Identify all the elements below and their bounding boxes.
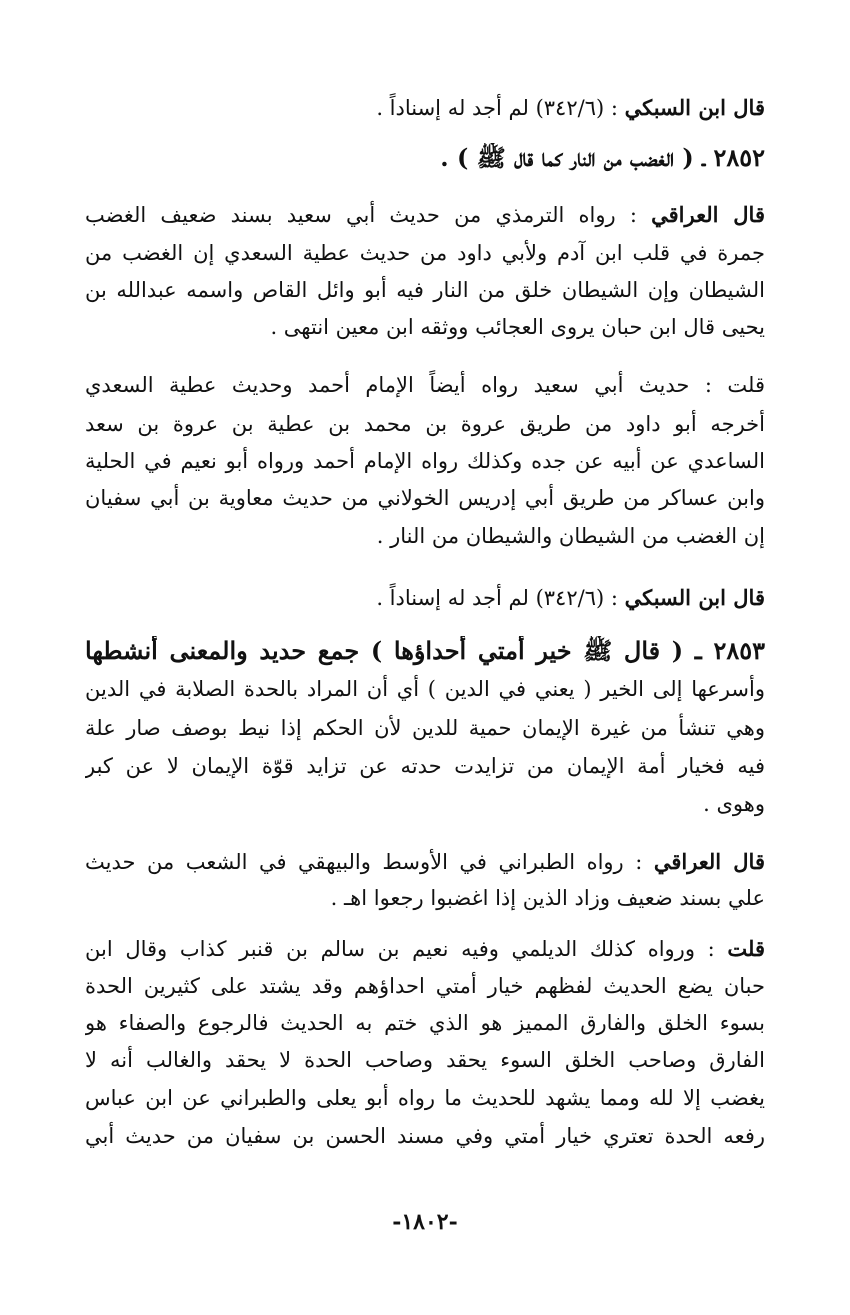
text-line [85,370,765,404]
text-line [85,521,765,555]
line-text: يغضب إلا لله ومما يشهد للحديث ما رواه أبو يعلى والطبراني عن ابن عباس [85,1086,765,1110]
text-line [85,789,765,823]
text-line [85,674,765,708]
line-text: وأسرعها إلى الخير ( يعني في الدين ) أي أن المراد بالحدة الصلابة في الدين [85,677,765,701]
text-line [85,1008,765,1042]
text-line [85,200,765,234]
text-line [85,93,765,127]
line-text: جمرة في قلب ابن آدم ولأبي داود من حديث عطية السعدي إن الغضب من [85,241,765,265]
line-text: قلت : حديث أبي سعيد رواه أيضاً الإمام أحمد وحديث عطية السعدي [85,373,765,397]
line-label: ٢٨٥٣ ـ ( قال ﷺ خير أمتي أحداؤها ) [370,636,765,665]
text-line [85,1121,765,1155]
line-label: قال العراقي [653,849,765,874]
line-text: : رواه الطبراني في الأوسط والبيهقي في الشعب من حديث [85,850,654,874]
text-line [85,238,765,272]
line-text: : (٣٤٢/٦) لم أجد له إسناداً . [376,586,625,610]
line-text: جمع حديد والمعنى أنشطها [85,636,371,665]
line-text: : رواه الترمذي من حديث أبي سعيد بسند ضعيف الغضب [85,203,652,227]
text-line [85,883,765,917]
line-text: علي بسند ضعيف وزاد الذين إذا اغضبوا رجعوا اهـ . [330,886,765,910]
line-text: : ورواه كذلك الديلمي وفيه نعيم بن سالم بن قنبر كذاب وقال ابن [85,937,728,961]
text-line [85,275,765,309]
text-line [85,312,765,346]
line-text: حبان يضع الحديث لفظهم خيار أمتي احداؤهم وقد يشتد على كثيرين الحدة [85,974,765,998]
line-text: الشيطان وإن الشيطان خلق من النار فيه أبو وائل القاص واسمه عبدالله بن [85,278,765,302]
text-line [85,1045,765,1079]
line-text: فيه فخيار أمة الإيمان من تزايدت حدته عن تزايد قوّة الإيمان لا عن كبر [85,754,765,778]
line-label: قال ابن السبكي [624,95,765,120]
text-line [85,1083,765,1117]
line-text: يحيى قال ابن حبان يروى العجائب ووثقه ابن معين انتهى . [270,315,765,339]
line-text: وهي تنشأ من غيرة الإيمان حمية للدين لأن الحكم إذا نيط بوصف صار علة [85,716,765,740]
line-text: وابن عساكر من طريق أبي إدريس الخولاني من حديث معاوية بن أبي سفيان [85,486,765,510]
text-line [85,583,765,617]
hadith-heading-line [85,143,765,177]
line-text: إن الغضب من الشيطان والشيطان من النار . [376,524,765,548]
text-line [85,483,765,517]
text-line [85,847,765,881]
line-label: قلت [727,936,765,961]
line-text: الساعدي عن أبيه عن جده وكذلك رواه الإمام أحمد ورواه أبو نعيم في الحلية [85,449,765,473]
line-text: وهوى . [703,792,765,816]
text-line [85,971,765,1005]
line-text: الفارق وصاحب الخلق السوء يحقد وصاحب الحدة لا يحقد والغالب أنه لا [85,1048,765,1072]
text-line [85,409,765,443]
text-line [85,446,765,480]
line-label: ٢٨٥٢ ـ ( الغضب من النار كما قال ﷺ ) . [440,143,765,172]
text-line [85,713,765,747]
line-label: قال ابن السبكي [624,585,765,610]
text-line [85,934,765,968]
hadith-heading-line [85,636,765,670]
line-text: رفعه الحدة تعتري خيار أمتي وفي مسند الحسن بن سفيان من حديث أبي [85,1124,765,1148]
page-number: -١٨٠٢- [392,1209,458,1235]
line-text: بسوء الخلق والفارق المميز هو الذي ختم به الحديث فالرجوع والصفاء هو [85,1011,765,1035]
text-line [85,751,765,785]
line-text: : (٣٤٢/٦) لم أجد له إسناداً . [376,96,625,120]
line-text: أخرجه أبو داود من طريق عروة بن محمد بن عطية بن عروة بن سعد [85,412,765,436]
line-label: قال العراقي [651,202,765,227]
